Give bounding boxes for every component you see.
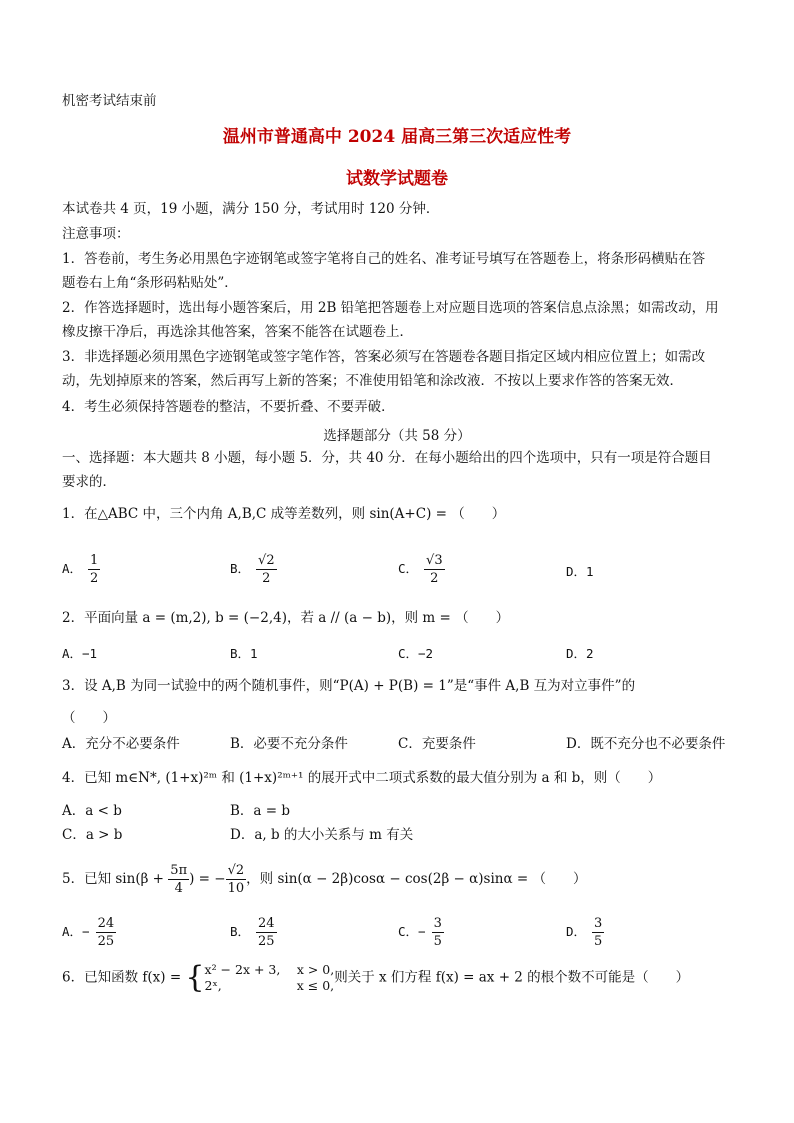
q5-option-d: D． $\frac{3}{5}$ — [566, 916, 603, 949]
q1-a-fraction: $\frac{1}{2}$ — [90, 553, 99, 586]
notes-heading: 注意事项： — [62, 226, 130, 242]
q2-option-d: D．2 — [566, 646, 594, 661]
q4-option-c: C．a > b — [62, 827, 123, 843]
note-4: 4．考生必须保持答题卷的整洁，不要折叠、不要弄破． — [62, 399, 395, 415]
q1-c-fraction: $\frac{√3}{2}$ — [426, 553, 443, 586]
q6-stem: 6．已知函数 f(x) = { x² − 2x + 3, x > 0, 2ˣ, x ≤ 0, 则关于 x 们方程 f(x) = ax + 2 的根个数不可能是（ ） — [62, 960, 690, 995]
q3-option-d: D．既不充分也不必要条件 — [566, 736, 726, 752]
piecewise-brace: { — [185, 960, 205, 995]
q5-option-a: A．− $\frac{24}{25}$ — [62, 916, 115, 949]
exam-title-line1: 温州市普通高中 2024 届高三第三次适应性考 — [222, 127, 572, 147]
q3-stem-line-a: 3．设 A,B 为同一试验中的两个随机事件，则“P(A) + P(B) = 1”是“事件 A,B 互为对立事件”的 — [62, 678, 636, 694]
q3-option-b: B．必要不充分条件 — [230, 736, 348, 752]
q2-stem: 2．平面向量 a = (m,2), b = (−2,4)，若 a // (a − b)，则 m = （ ） — [62, 610, 510, 626]
q5-option-b: B． $\frac{24}{25}$ — [230, 916, 275, 949]
q4-option-b: B．a = b — [230, 803, 291, 819]
q3-stem-line-b: （ ） — [62, 710, 116, 726]
section-heading-line-b: 要求的． — [62, 474, 116, 490]
q1-stem: 1．在△ABC 中，三个内角 A,B,C 成等差数列，则 sin(A+C) = （ ） — [62, 506, 506, 522]
note-2-line-b: 橡皮擦干净后，再选涂其他答案，答案不能答在试题卷上． — [62, 324, 413, 340]
q5-c-fraction: $\frac{3}{5}$ — [433, 916, 442, 949]
q5-a-fraction: $\frac{24}{25}$ — [97, 916, 115, 949]
q4-stem: 4．已知 m∈N*, (1+x)²ᵐ 和 (1+x)²ᵐ⁺¹ 的展开式中二项式系数的最大值分别为 a 和 b，则（ ） — [62, 770, 662, 786]
note-1-line-a: 1．答卷前，考生务必用黑色字迹钢笔或签字笔将自己的姓名、准考证号填写在答题卷上，将条形码横贴在答 — [62, 251, 706, 267]
q5-d-fraction: $\frac{3}{5}$ — [594, 916, 603, 949]
note-3-line-a: 3．非选择题必须用黑色字迹钢笔或签字笔作答，答案必须写在答题卷各题目指定区域内相应位置上；如需改 — [62, 349, 706, 365]
piecewise-cases: x² − 2x + 3, x > 0, 2ˣ, x ≤ 0, — [204, 962, 335, 993]
q2-option-c: C．−2 — [398, 646, 434, 661]
part-title: 选择题部分（共 58 分） — [323, 428, 471, 444]
q5-option-c: C．− $\frac{3}{5}$ — [398, 916, 442, 949]
section-heading-line-a: 一、选择题：本大题共 8 小题，每小题 5．分，共 40 分．在每小题给出的四个选项中，只有一项是符合题目 — [62, 450, 712, 466]
q4-option-d: D．a, b 的大小关系与 m 有关 — [230, 827, 414, 843]
q5-angle-fraction: $\frac{5\pi}{4}$ — [170, 863, 188, 896]
q3-option-a: A．充分不必要条件 — [62, 736, 180, 752]
q1-option-c: C． $\frac{√3}{2}$ — [398, 553, 443, 586]
q1-option-a: A． $\frac{1}{2}$ — [62, 553, 99, 586]
note-1-line-b: 题卷右上角“条形码粘贴处”． — [62, 275, 238, 291]
note-3-line-b: 动，先划掉原来的答案，然后再写上新的答案；不准使用铅笔和涂改液．不按以上要求作答的答案无效． — [62, 373, 683, 389]
q3-option-c: C．充要条件 — [398, 736, 476, 752]
q5-value-fraction: $\frac{√2}{10}$ — [227, 863, 245, 896]
q4-option-a: A．a < b — [62, 803, 122, 819]
exam-title-line2: 试数学试题卷 — [346, 169, 448, 189]
confidential-label: 机密考试结束前 — [62, 93, 157, 109]
q5-stem: 5．已知 sin(β + $\frac{5\pi}{4}$ ) = − $\frac{√2}{10}$ ，则 sin(α − 2β)cosα − cos(2β − α)sinα = （ ） — [62, 863, 587, 896]
q1-b-fraction: $\frac{√2}{2}$ — [258, 553, 275, 586]
note-2-line-a: 2．作答选择题时，选出每小题答案后，用 2B 铅笔把答题卷上对应题目选项的答案信息点涂黑；如需改动，用 — [62, 300, 719, 316]
q2-option-b: B．1 — [230, 646, 258, 661]
q1-option-b: B． $\frac{√2}{2}$ — [230, 553, 275, 586]
exam-summary: 本试卷共 4 页，19 小题，满分 150 分，考试用时 120 分钟． — [62, 201, 440, 217]
q5-b-fraction: $\frac{24}{25}$ — [258, 916, 275, 949]
q1-option-d: D．1 — [566, 564, 594, 579]
q2-option-a: A．−1 — [62, 646, 98, 661]
